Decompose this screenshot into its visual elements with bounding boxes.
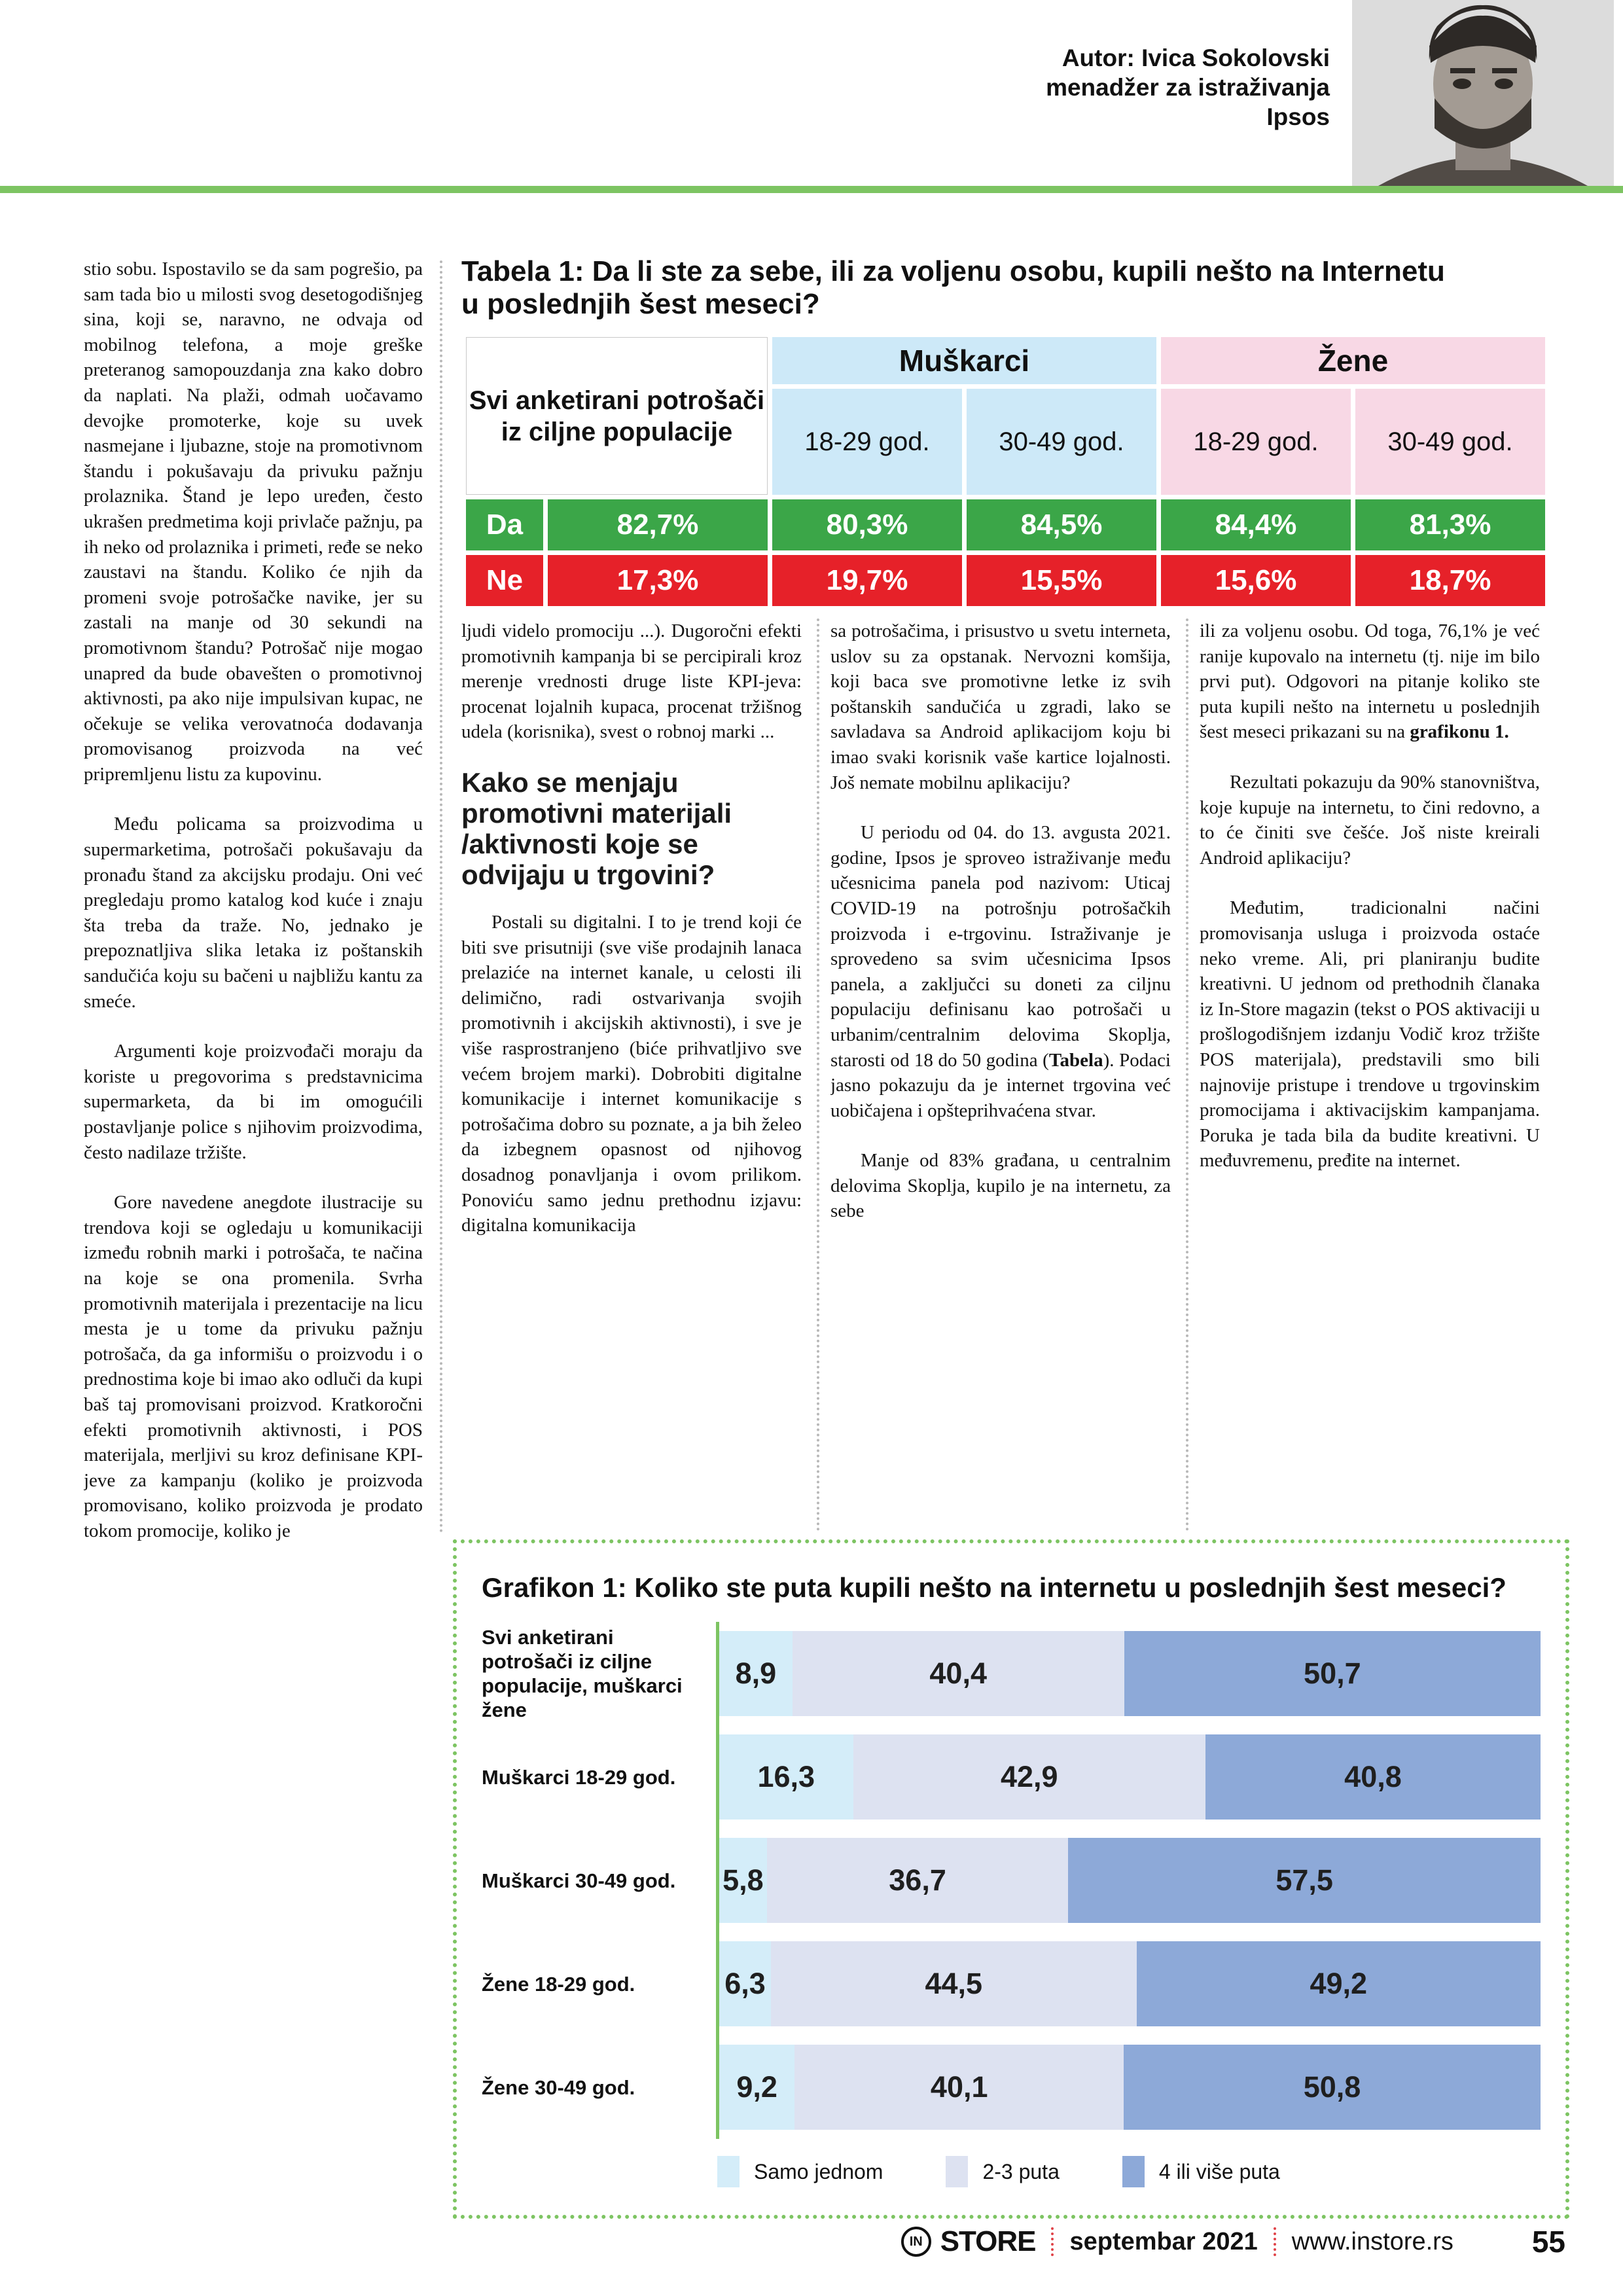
author-role: menadžer za istraživanja bbox=[1046, 74, 1330, 101]
table-title: Tabela 1: Da li ste za sebe, ili za voljenu osobu, kupili nešto na Internetu u poslednjih šest meseci? bbox=[461, 255, 1445, 320]
bar-segment-once: 6,3 bbox=[719, 1941, 771, 2026]
bar-segment-once: 8,9 bbox=[719, 1631, 793, 1716]
paragraph: stio sobu. Ispostavilo se da sam pogrešio, pa sam tada bio u milosti svog desetogodišnjeg sina, koji se, naravno, ne odvaja od mobilnog telefona, a moje greške preteranog samopouzdanja zna kako dobro da naplati. Na plaži, odmah uočavamo devojke promoterke, koje su uvek nasmejane i ljubazne, stoje na promotivnom štandu i pokušavaju da privuku pažnju prolaznika. Štand je lepo uređen, često ukrašen predmetima koji privlače pažnju, pa ih neko od prolaznika i primeti, ređe se neko zaustavi na štandu. Koliko će njih da promeni svoje potrošačke navike, jer su zastali na manje od 30 sekundi na promotivnom štandu? Potrošač nije mogao unapred da bude obavešten o promotivnoj aktivnosti, pa ako nije impulsivan kupac, ne očekuje se velika verovatnoća dodavanja promovisanog proizvoda na već pripremljenu listu za kupovinu. bbox=[84, 259, 423, 785]
paragraph: Međutim, tradicionalni načini promovisanja usluga i proizvoda ostaće neko vreme. Ali, pri planiranju budite kreativni. U jednom od prethodnih članaka iz In-Store magazin (tekst o POS aktivaciji u prošlogodišnjem izdanju Vodič kroz tržište POS materijala), predstavili smo bili najnovije pristupe i trendove u trgovinskim promocijama i aktivacijskim kampanjama. Poruka je tada bila da budite kreativni. U međuvremenu, pređite na internet. bbox=[1200, 897, 1540, 1172]
stacked-bar bbox=[719, 1734, 1541, 1820]
bar-segment-4plus: 50,8 bbox=[1124, 2045, 1541, 2130]
section-heading: Kako se menjaju promotivni materijali /aktivnosti koje se odvijaju u trgovini? bbox=[461, 766, 732, 890]
bar-segment-4plus: 57,5 bbox=[1068, 1838, 1541, 1923]
row-label-da: Da bbox=[466, 499, 543, 550]
chart-bar-row bbox=[716, 1622, 1541, 1725]
legend-swatch-once bbox=[717, 2156, 740, 2187]
bar-segment-once: 16,3 bbox=[719, 1734, 853, 1820]
author-org: Ipsos bbox=[1266, 103, 1330, 130]
stacked-bar bbox=[719, 1631, 1541, 1716]
table-cell: 15,5% bbox=[967, 555, 1156, 606]
author-name: Autor: Ivica Sokolovski bbox=[1061, 45, 1330, 71]
paragraph: Argumenti koje proizvođači moraju da koriste u pregovorima s predstavnicima supermarketa, da bi im omogućili postavljanje police s njihovim proizvodima, često nadilaze tržište. bbox=[84, 1041, 423, 1163]
paragraph: sa potrošačima, i prisustvo u svetu interneta, uslov su za opstanak. Nervozni komšija, koji baca sve promotivne letke iz svih poštanskih sandučića u zgradi, lako se savladava sa Android aplikacijom koju bi imao svaki korisnik vaše kartice lojalnosti. Još nemate mobilnu aplikaciju? bbox=[830, 620, 1171, 793]
bar-segment-once: 9,2 bbox=[719, 2045, 794, 2130]
paragraph: Među policama sa proizvodima u supermarketima, potrošači pokušavaju da pronađu štand za akcijsku prodaju. Oni već pregledaju promo katalog kod kuće i znaju šta treba da traže. No, jednako je prepoznatljiva slika letaka iz poštanskih sandučića koju su bačeni u najbližu kantu za smeće. bbox=[84, 814, 423, 1012]
footer-issue: septembar 2021 bbox=[1069, 2227, 1258, 2255]
footer-website-link[interactable]: www.instore.rs bbox=[1291, 2227, 1454, 2255]
table-cell: 84,5% bbox=[967, 499, 1156, 550]
paragraph: Postali su digitalni. I to je trend koji će biti sve prisutniji (sve više prodajnih lanaca prelaziće na internet kanale, u celosti ili delimično, radi ostvarivanja svojih promotivnih i akcijskih aktivnosti), i sve je više rasprostranjeno (biće prihvatljivo sve većem brojem marki). Dobrobiti digitalne komunikacije i internet komunikacije s potrošačima dobro su poznate, a ja bih želeo da izbegnem opasnost od njihovog dosadnog ponavljanja i ovom prilikom. Ponoviću samo jednu prethodnu izjavu: digitalna komunikacija bbox=[461, 911, 802, 1236]
table-header-all: Svi anketirani potrošači iz ciljne populacije bbox=[466, 337, 768, 495]
table-cell: 82,7% bbox=[548, 499, 768, 550]
paragraph: ljudi videlo promociju ...). Dugoročni efekti promotivnih kampanja bi se percipirali kroz merenje vrednosti druge liste KPI-jeva: procenat lojalnih kupaca, procenat tržišnog udela (korisnika), svest o robnoj marki ... bbox=[461, 620, 802, 743]
text-run: U periodu od 04. do 13. avgusta 2021. godine, Ipsos je sproveo istraživanje među učesnicima panela pod nazivom: Uticaj COVID-19 na potrošnju potrošačkih proizvoda i e-trgovinu. Istraživanje je sprovedeno sa svim učesnicima Ipsos panela, a zaključci su doneti za ciljnu populaciju definisanu kao potrošači u urbanim/centralnim delovima Skoplja, starosti od 18 do 50 godina ( bbox=[830, 822, 1171, 1071]
table-cell: 18,7% bbox=[1355, 555, 1545, 606]
chart-legend bbox=[717, 2156, 1541, 2187]
legend-item-2-3 bbox=[946, 2156, 1059, 2187]
data-table bbox=[461, 332, 1550, 611]
chart-category-label: Svi anketirani potrošači iz ciljne populacije, muškarci žene bbox=[482, 1626, 683, 1721]
chart-bar-row bbox=[716, 1932, 1541, 2036]
table-block bbox=[461, 255, 1567, 611]
stacked-bar bbox=[719, 1838, 1541, 1923]
article-column-1 bbox=[84, 257, 423, 2266]
header-green-rule bbox=[0, 186, 1623, 193]
bar-segment-2-3: 42,9 bbox=[853, 1734, 1205, 1820]
chart-bar-row bbox=[716, 1725, 1541, 1829]
chart-bar-row bbox=[716, 1829, 1541, 1932]
footer-separator bbox=[1274, 2227, 1276, 2256]
author-block bbox=[1046, 43, 1330, 132]
stacked-bar bbox=[719, 2045, 1541, 2130]
bar-segment-2-3: 40,1 bbox=[794, 2045, 1124, 2130]
bar-segment-2-3: 40,4 bbox=[793, 1631, 1124, 1716]
table-cell: 17,3% bbox=[548, 555, 768, 606]
chart-category-label: Muškarci 18-29 god. bbox=[482, 1765, 676, 1789]
table-row-da bbox=[466, 499, 1545, 550]
instore-logo-icon: IN bbox=[901, 2227, 931, 2257]
paragraph: Rezultati pokazuju da 90% stanovništva, koje kupuje na internetu, to čini redovno, a to će činiti sve češće. Još niste kreirali Android aplikaciju? bbox=[1200, 771, 1540, 869]
table-cell: 15,6% bbox=[1161, 555, 1351, 606]
paragraph: Gore navedene anegdote ilustracije su trendova koji se ogledaju u komunikaciji između robnih marki i potrošača, te načina na koje se ona promenila. Svrha promotivnih materijala i prezentacije na licu mesta je u tome da privuku pažnju potrošača, da ga informišu o proizvodu i o prednostima koje bi imao ako odluči da kupi baš taj promovisani proizvod. Kratkoročni efekti promotivnih aktivnosti, i POS materijala, merljivi su kroz definisane KPI-jeve za kampanju (koliko je proizvoda promovisano, koliko proizvoda je prodato tokom promocije, koliko je bbox=[84, 1192, 423, 1541]
text-run: ili za voljenu osobu. Od toga, 76,1% je već ranije kupovalo na internetu (tj. nije im bilo prvi put). Odgovori na pitanje koliko ste puta kupili nešto na internetu u poslednjih šest meseci prikazani su na bbox=[1200, 620, 1540, 743]
article-column-4 bbox=[1200, 619, 1540, 1532]
legend-label: Samo jednom bbox=[754, 2159, 883, 2183]
bar-segment-2-3: 44,5 bbox=[771, 1941, 1136, 2026]
portrait-illustration bbox=[1352, 0, 1614, 186]
column-separator bbox=[440, 260, 442, 1534]
table-row-ne bbox=[466, 555, 1545, 606]
page-footer bbox=[901, 2224, 1565, 2259]
paragraph: Manje od 83% građana, u centralnim delovima Skoplja, kupilo je na internetu, za sebe bbox=[830, 1150, 1171, 1222]
paragraph bbox=[830, 820, 1171, 1123]
stacked-bar-chart bbox=[482, 1622, 1541, 2139]
table-cell: 19,7% bbox=[772, 555, 962, 606]
chart-bar-row bbox=[716, 2036, 1541, 2139]
bar-segment-2-3: 36,7 bbox=[767, 1838, 1069, 1923]
legend-item-once bbox=[717, 2156, 883, 2187]
table-header-women: Žene bbox=[1161, 337, 1545, 384]
table-cell: 81,3% bbox=[1355, 499, 1545, 550]
stacked-bar bbox=[719, 1941, 1541, 2026]
article-column-3 bbox=[830, 619, 1171, 1532]
paragraph bbox=[1200, 619, 1540, 745]
table-cell: 84,4% bbox=[1161, 499, 1351, 550]
bar-segment-once: 5,8 bbox=[719, 1838, 767, 1923]
article-middle-columns bbox=[461, 619, 1567, 1532]
table-header-men: Muškarci bbox=[772, 337, 1156, 384]
legend-item-4plus bbox=[1122, 2156, 1280, 2187]
chart-category-label: Žene 18-29 god. bbox=[482, 1972, 635, 1996]
table-header-men-30-49: 30-49 god. bbox=[967, 389, 1156, 495]
text-run: ). Podaci jasno pokazuju da je internet trgovina već uobičajena i opšteprihvaćena stvar. bbox=[830, 1049, 1171, 1121]
chart-box bbox=[453, 1539, 1569, 2219]
instore-logo-text: STORE bbox=[940, 2225, 1036, 2257]
bold-ref-grafikon: grafikonu 1. bbox=[1410, 721, 1509, 743]
chart-category-label: Žene 30-49 god. bbox=[482, 2075, 635, 2099]
legend-label: 4 ili više puta bbox=[1158, 2159, 1280, 2183]
bold-ref-tabela: Tabela bbox=[1048, 1049, 1103, 1071]
row-label-ne: Ne bbox=[466, 555, 543, 606]
table-header-men-18-29: 18-29 god. bbox=[772, 389, 962, 495]
legend-label: 2-3 puta bbox=[982, 2159, 1060, 2183]
legend-swatch-4plus bbox=[1122, 2156, 1145, 2187]
page-number: 55 bbox=[1531, 2225, 1565, 2259]
author-photo bbox=[1352, 0, 1614, 186]
table-cell: 80,3% bbox=[772, 499, 962, 550]
table-header-women-18-29: 18-29 god. bbox=[1161, 389, 1351, 495]
bar-segment-4plus: 49,2 bbox=[1137, 1941, 1541, 2026]
table-header-women-30-49: 30-49 god. bbox=[1355, 389, 1545, 495]
chart-title: Grafikon 1: Koliko ste puta kupili nešto na internetu u poslednjih šest meseci? bbox=[482, 1572, 1507, 1603]
bar-segment-4plus: 50,7 bbox=[1124, 1631, 1541, 1716]
legend-swatch-2-3 bbox=[946, 2156, 968, 2187]
bar-segment-4plus: 40,8 bbox=[1205, 1734, 1541, 1820]
footer-separator bbox=[1051, 2227, 1054, 2256]
chart-category-label: Muškarci 30-49 god. bbox=[482, 1869, 676, 1892]
article-column-2 bbox=[461, 619, 802, 1532]
